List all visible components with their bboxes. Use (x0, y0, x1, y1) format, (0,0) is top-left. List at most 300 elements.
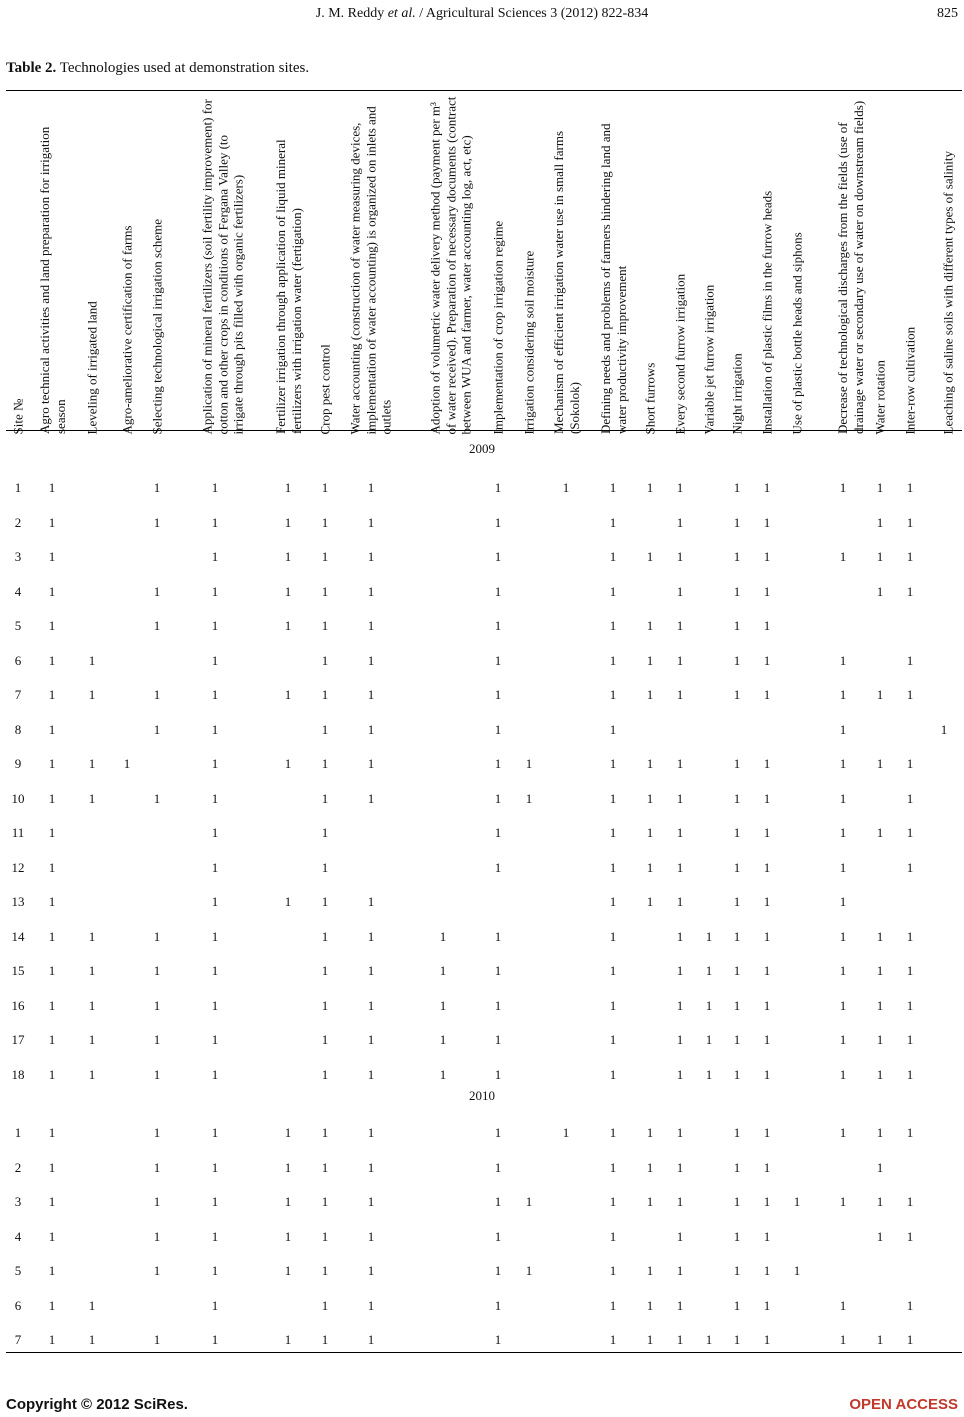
technology-mark: 1 (839, 1125, 847, 1140)
technology-mark: 1 (211, 1032, 219, 1047)
technology-mark: 1 (646, 480, 654, 495)
technology-mark: 1 (494, 756, 502, 771)
technology-mark: 1 (676, 1125, 684, 1140)
technology-mark: 1 (494, 790, 502, 806)
technology-mark: 1 (321, 1066, 329, 1082)
technology-mark: 1 (494, 928, 502, 944)
technology-mark: 1 (733, 1032, 741, 1047)
site-number: 17 (11, 1032, 25, 1047)
technology-mark: 1 (609, 1194, 617, 1209)
table-row (0, 1298, 964, 1318)
technology-mark: 1 (439, 997, 447, 1013)
table-row (0, 1229, 964, 1249)
technology-mark: 1 (676, 514, 684, 530)
technology-mark: 1 (494, 618, 502, 633)
technology-mark: 1 (763, 894, 771, 909)
technology-mark: 1 (367, 652, 375, 668)
technology-mark: 1 (839, 1032, 847, 1047)
technology-mark: 1 (876, 997, 884, 1013)
technology-mark: 1 (763, 1066, 771, 1082)
technology-mark: 1 (733, 549, 741, 564)
technology-mark: 1 (494, 480, 502, 495)
technology-mark: 1 (676, 687, 684, 702)
technology-mark: 1 (153, 687, 161, 702)
technology-mark: 1 (321, 963, 329, 978)
technology-mark: 1 (367, 1194, 375, 1209)
table-row (0, 756, 964, 776)
technology-mark: 1 (284, 1194, 292, 1209)
technology-mark: 1 (494, 1032, 502, 1047)
technology-mark: 1 (876, 1228, 884, 1244)
technology-mark: 1 (876, 480, 884, 495)
technology-mark: 1 (494, 963, 502, 978)
technology-mark: 1 (676, 825, 684, 840)
technology-mark: 1 (321, 825, 329, 840)
technology-mark: 1 (609, 549, 617, 564)
technology-mark: 1 (153, 480, 161, 495)
technology-mark: 1 (48, 756, 56, 771)
technology-mark: 1 (48, 859, 56, 875)
technology-mark: 1 (211, 721, 219, 737)
technology-mark: 1 (48, 480, 56, 495)
technology-mark: 1 (211, 1194, 219, 1209)
technology-mark: 1 (284, 1332, 292, 1347)
table-row (0, 549, 964, 569)
technology-mark: 1 (839, 997, 847, 1013)
running-head-title: J. M. Reddy et al. / Agricultural Sciences 3 (2012) 822-834 (315, 6, 649, 21)
technology-mark: 1 (609, 928, 617, 944)
technology-mark: 1 (48, 825, 56, 840)
technology-mark: 1 (676, 756, 684, 771)
technology-mark: 1 (733, 1194, 741, 1209)
table-row (0, 1067, 964, 1087)
table-row (0, 1160, 964, 1180)
technology-mark: 1 (494, 1228, 502, 1244)
technology-mark: 1 (705, 1332, 713, 1347)
table-row (0, 515, 964, 535)
site-number: 3 (14, 549, 22, 564)
technology-mark: 1 (839, 1066, 847, 1082)
technology-mark: 1 (88, 790, 96, 806)
technology-mark: 1 (763, 1263, 771, 1278)
technology-mark: 1 (367, 618, 375, 633)
column-header-text: Inter-row cultivation (902, 326, 918, 434)
technology-mark: 1 (284, 1263, 292, 1278)
technology-mark: 1 (609, 583, 617, 599)
technology-mark: 1 (494, 652, 502, 668)
technology-mark: 1 (876, 756, 884, 771)
site-number: 16 (11, 997, 25, 1013)
technology-mark: 1 (763, 652, 771, 668)
technology-mark: 1 (906, 1125, 914, 1140)
technology-mark: 1 (321, 618, 329, 633)
technology-mark: 1 (676, 928, 684, 944)
table-row (0, 929, 964, 949)
technology-mark: 1 (906, 1194, 914, 1209)
technology-mark: 1 (153, 997, 161, 1013)
technology-mark: 1 (876, 1125, 884, 1140)
technology-mark: 1 (48, 1125, 56, 1140)
technology-mark: 1 (211, 859, 219, 875)
technology-mark: 1 (48, 514, 56, 530)
technology-mark: 1 (321, 721, 329, 737)
technology-mark: 1 (676, 480, 684, 495)
technology-mark: 1 (88, 1032, 96, 1047)
technology-mark: 1 (211, 1228, 219, 1244)
technology-mark: 1 (876, 1194, 884, 1209)
site-number: 1 (14, 1125, 22, 1140)
technology-mark: 1 (494, 997, 502, 1013)
technology-mark: 1 (876, 687, 884, 702)
technology-mark: 1 (321, 894, 329, 909)
technology-mark: 1 (763, 687, 771, 702)
technology-mark: 1 (676, 963, 684, 978)
technology-mark: 1 (876, 963, 884, 978)
site-number: 2 (14, 1159, 22, 1175)
technology-mark: 1 (906, 1032, 914, 1047)
technology-mark: 1 (763, 1297, 771, 1313)
technology-mark: 1 (284, 583, 292, 599)
table-header (0, 92, 964, 434)
technology-mark: 1 (763, 1032, 771, 1047)
technology-mark: 1 (48, 1332, 56, 1347)
technology-mark: 1 (839, 859, 847, 875)
technology-mark: 1 (839, 1297, 847, 1313)
technology-mark: 1 (609, 1066, 617, 1082)
technology-mark: 1 (906, 480, 914, 495)
technology-mark: 1 (494, 1159, 502, 1175)
technology-mark: 1 (733, 756, 741, 771)
technology-mark: 1 (906, 1297, 914, 1313)
technology-mark: 1 (609, 997, 617, 1013)
technology-mark: 1 (48, 1194, 56, 1209)
technology-mark: 1 (525, 1263, 533, 1278)
table-caption-text: Technologies used at demonstration sites. (59, 60, 310, 76)
technology-mark: 1 (733, 1125, 741, 1140)
technology-mark: 1 (321, 583, 329, 599)
site-number: 15 (11, 963, 25, 978)
technology-mark: 1 (646, 1125, 654, 1140)
technology-mark: 1 (494, 1332, 502, 1347)
technology-mark: 1 (367, 1032, 375, 1047)
column-header-text: Implementation of crop irrigation regime (490, 220, 506, 434)
technology-mark: 1 (763, 859, 771, 875)
technology-mark: 1 (211, 963, 219, 978)
technology-mark: 1 (733, 894, 741, 909)
technology-mark: 1 (733, 1228, 741, 1244)
technology-mark: 1 (733, 928, 741, 944)
technology-mark: 1 (321, 1159, 329, 1175)
technology-mark: 1 (494, 549, 502, 564)
technology-mark: 1 (153, 514, 161, 530)
technology-mark: 1 (839, 825, 847, 840)
technology-mark: 1 (646, 756, 654, 771)
technology-mark: 1 (211, 618, 219, 633)
technology-mark: 1 (763, 790, 771, 806)
technology-mark: 1 (88, 756, 96, 771)
technology-mark: 1 (646, 1159, 654, 1175)
technology-mark: 1 (646, 1297, 654, 1313)
copyright-notice: Copyright © 2012 SciRes. (6, 1396, 188, 1413)
technology-mark: 1 (211, 514, 219, 530)
technology-mark: 1 (367, 480, 375, 495)
column-header-text: Water accounting (construction of water measuring devices, implementation of water accounting) is organized on inlets and outlets (347, 105, 394, 434)
technology-mark: 1 (211, 1066, 219, 1082)
site-number: 7 (14, 687, 22, 702)
technology-mark: 1 (494, 687, 502, 702)
technology-mark: 1 (676, 1194, 684, 1209)
technology-mark: 1 (763, 756, 771, 771)
technology-mark: 1 (48, 583, 56, 599)
technology-mark: 1 (211, 825, 219, 840)
technology-mark: 1 (609, 652, 617, 668)
column-header-text: Short furrows (642, 362, 658, 434)
table-caption (6, 60, 309, 77)
site-number: 8 (14, 721, 22, 737)
table-row (0, 998, 964, 1018)
technology-mark: 1 (676, 1297, 684, 1313)
technology-mark: 1 (494, 1125, 502, 1140)
table-row (0, 860, 964, 880)
column-header-text: Agro technical activities and land preparation for irrigation season (36, 126, 67, 434)
technology-mark: 1 (525, 1194, 533, 1209)
table-row (0, 825, 964, 845)
technology-mark: 1 (284, 514, 292, 530)
technology-mark: 1 (676, 997, 684, 1013)
technology-mark: 1 (211, 652, 219, 668)
technology-mark: 1 (153, 790, 161, 806)
technology-mark: 1 (609, 721, 617, 737)
site-number: 11 (11, 825, 25, 840)
technology-mark: 1 (646, 1263, 654, 1278)
technology-mark: 1 (211, 1297, 219, 1313)
technology-mark: 1 (211, 1159, 219, 1175)
technology-mark: 1 (609, 514, 617, 530)
column-header-text: Use of plastic bottle heads and siphons (789, 231, 805, 434)
column-header-text: Site № (10, 398, 26, 434)
technology-mark: 1 (676, 1228, 684, 1244)
technology-mark: 1 (439, 1066, 447, 1082)
site-number: 18 (11, 1066, 25, 1082)
column-header-text: Defining needs and problems of farmers hindering land and water productivity improvement (597, 123, 628, 434)
technology-mark: 1 (321, 1297, 329, 1313)
column-header-text: Irrigation considering soil moisture (521, 250, 537, 434)
technology-mark: 1 (646, 1194, 654, 1209)
technology-mark: 1 (839, 1332, 847, 1347)
technology-mark: 1 (763, 963, 771, 978)
technology-mark: 1 (763, 1332, 771, 1347)
technology-mark: 1 (733, 514, 741, 530)
technology-mark: 1 (705, 1066, 713, 1082)
technology-mark: 1 (48, 894, 56, 909)
technology-mark: 1 (321, 1332, 329, 1347)
technology-mark: 1 (876, 549, 884, 564)
technology-mark: 1 (906, 928, 914, 944)
column-header-text: Night irrigation (729, 352, 745, 434)
technology-mark: 1 (525, 790, 533, 806)
technology-mark: 1 (367, 894, 375, 909)
site-number: 5 (14, 618, 22, 633)
technology-mark: 1 (48, 1297, 56, 1313)
technology-mark: 1 (494, 583, 502, 599)
technology-mark: 1 (839, 894, 847, 909)
technology-mark: 1 (367, 1228, 375, 1244)
table-row (0, 894, 964, 914)
technology-mark: 1 (211, 928, 219, 944)
technology-mark: 1 (763, 480, 771, 495)
technology-mark: 1 (284, 687, 292, 702)
column-header-text: Mechanism of efficient irrigation water use in small farms (Sokolok) (550, 131, 581, 434)
technology-mark: 1 (321, 859, 329, 875)
technology-mark: 1 (705, 928, 713, 944)
technology-mark: 1 (839, 756, 847, 771)
table-row (0, 1125, 964, 1145)
technology-mark: 1 (211, 1125, 219, 1140)
table-label: Table 2. (6, 60, 57, 76)
technology-mark: 1 (839, 549, 847, 564)
technology-mark: 1 (609, 859, 617, 875)
technology-mark: 1 (609, 1125, 617, 1140)
technology-mark: 1 (906, 756, 914, 771)
technology-mark: 1 (676, 1066, 684, 1082)
technology-mark: 1 (48, 1263, 56, 1278)
technology-mark: 1 (876, 583, 884, 599)
column-header-text: Selecting technological irrigation scheme (149, 218, 165, 434)
technology-mark: 1 (153, 721, 161, 737)
technology-mark: 1 (906, 514, 914, 530)
technology-mark: 1 (906, 549, 914, 564)
technology-mark: 1 (609, 1032, 617, 1047)
technology-mark: 1 (763, 1125, 771, 1140)
technology-mark: 1 (646, 790, 654, 806)
year-section-label: 2010 (469, 1088, 495, 1103)
technology-mark: 1 (705, 963, 713, 978)
technology-mark: 1 (367, 928, 375, 944)
technology-mark: 1 (284, 894, 292, 909)
technology-mark: 1 (876, 1066, 884, 1082)
technology-mark: 1 (876, 1159, 884, 1175)
technology-mark: 1 (211, 997, 219, 1013)
technology-mark: 1 (88, 1066, 96, 1082)
technology-mark: 1 (367, 1125, 375, 1140)
technology-mark: 1 (211, 1332, 219, 1347)
technology-mark: 1 (284, 1159, 292, 1175)
technology-mark: 1 (793, 1263, 801, 1278)
technology-mark: 1 (321, 756, 329, 771)
technology-mark: 1 (793, 1194, 801, 1209)
table-row (0, 618, 964, 638)
technology-mark: 1 (153, 1228, 161, 1244)
technology-mark: 1 (562, 480, 570, 495)
technology-mark: 1 (705, 997, 713, 1013)
technology-mark: 1 (284, 1125, 292, 1140)
technology-mark: 1 (88, 1297, 96, 1313)
column-header-text: Adoption of volumetric water delivery method (payment per m³ of water received). Preparation of necessary documents (contract between WUA and farmer, water accounting log, act, etc) (427, 96, 474, 434)
technology-mark: 1 (609, 963, 617, 978)
column-header-text: Crop pest control (317, 343, 333, 434)
technology-mark: 1 (48, 1159, 56, 1175)
technology-mark: 1 (839, 963, 847, 978)
technology-mark: 1 (646, 618, 654, 633)
technology-mark: 1 (284, 1228, 292, 1244)
technology-mark: 1 (676, 894, 684, 909)
technology-mark: 1 (211, 583, 219, 599)
technology-mark: 1 (211, 480, 219, 495)
technology-mark: 1 (48, 997, 56, 1013)
technology-mark: 1 (153, 583, 161, 599)
technology-mark: 1 (153, 1032, 161, 1047)
technology-mark: 1 (609, 1263, 617, 1278)
technology-mark: 1 (906, 963, 914, 978)
technology-mark: 1 (153, 1125, 161, 1140)
column-header-text: Application of mineral fertilizers (soil fertility improvement) for cotton and other crops in conditions of Fergana Valley (to irrigate through pits filled with organic fertilizers) (199, 98, 246, 434)
technology-mark: 1 (609, 1297, 617, 1313)
technology-mark: 1 (153, 1159, 161, 1175)
technology-mark: 1 (733, 1066, 741, 1082)
technology-mark: 1 (88, 652, 96, 668)
technology-mark: 1 (284, 756, 292, 771)
technology-mark: 1 (763, 928, 771, 944)
column-header-text: Decrease of technological discharges from the fields (use of drainage water or secondary use of water on downstream fields) (835, 100, 866, 434)
technology-mark: 1 (321, 1032, 329, 1047)
technology-mark: 1 (562, 1125, 570, 1140)
technology-mark: 1 (876, 514, 884, 530)
table-row (0, 963, 964, 983)
technology-mark: 1 (321, 549, 329, 564)
technology-mark: 1 (676, 1032, 684, 1047)
table-row (0, 687, 964, 707)
technology-mark: 1 (646, 652, 654, 668)
technology-mark: 1 (439, 928, 447, 944)
technology-mark: 1 (321, 1228, 329, 1244)
technology-mark: 1 (940, 721, 948, 737)
technology-mark: 1 (646, 894, 654, 909)
technology-mark: 1 (494, 1297, 502, 1313)
technology-mark: 1 (153, 1194, 161, 1209)
technology-mark: 1 (367, 756, 375, 771)
technology-mark: 1 (609, 618, 617, 633)
technology-mark: 1 (48, 928, 56, 944)
technology-mark: 1 (733, 583, 741, 599)
technology-mark: 1 (211, 687, 219, 702)
site-number: 1 (14, 480, 22, 495)
technology-mark: 1 (839, 1194, 847, 1209)
site-number: 9 (14, 756, 22, 771)
technology-mark: 1 (733, 859, 741, 875)
technology-mark: 1 (494, 1066, 502, 1082)
technology-mark: 1 (284, 480, 292, 495)
technology-mark: 1 (763, 997, 771, 1013)
technology-mark: 1 (153, 963, 161, 978)
technology-mark: 1 (839, 480, 847, 495)
technology-mark: 1 (733, 618, 741, 633)
technology-mark: 1 (733, 997, 741, 1013)
technology-mark: 1 (153, 1332, 161, 1347)
technology-mark: 1 (839, 721, 847, 737)
technology-mark: 1 (906, 583, 914, 599)
technology-mark: 1 (439, 1032, 447, 1047)
technology-mark: 1 (906, 825, 914, 840)
technology-mark: 1 (906, 687, 914, 702)
column-header-text: Leaching of saline soils with different types of salinity (940, 150, 955, 434)
technology-mark: 1 (284, 618, 292, 633)
technology-mark: 1 (646, 825, 654, 840)
table-bottom-rule (6, 1352, 962, 1353)
technology-mark: 1 (494, 514, 502, 530)
technology-mark: 1 (494, 1263, 502, 1278)
technology-mark: 1 (609, 480, 617, 495)
open-access-label: OPEN ACCESS (849, 1396, 958, 1413)
